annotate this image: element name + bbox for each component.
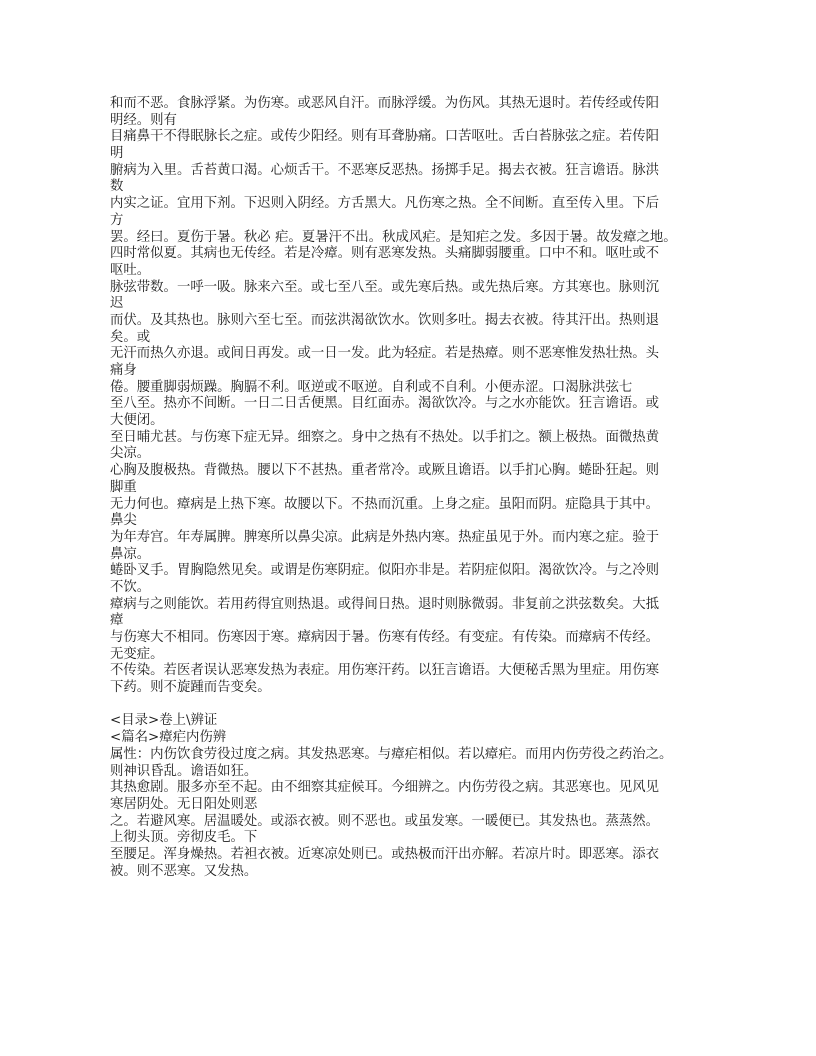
text-line: 迟 bbox=[110, 296, 124, 312]
text-line: 脚重 bbox=[110, 479, 137, 495]
text-line: 腑病为入里。舌苔黄口渴。心烦舌干。不恶寒反恶热。扬掷手足。揭去衣被。狂言谵语。脉洪 bbox=[110, 162, 660, 178]
text-line: 倦。腰重脚弱烦躁。胸膈不利。呕逆或不呕逆。自利或不自利。小便赤涩。口渴脉洪弦七 bbox=[110, 379, 633, 395]
body-text-section-1 bbox=[110, 96, 702, 697]
text-line: 尖凉。 bbox=[110, 446, 151, 462]
text-line: 之。若避风寒。居温暖处。或添衣被。则不恶也。或虽发寒。一暖便已。其发热也。蒸蒸然。 bbox=[110, 813, 660, 829]
text-line: 与伤寒大不相同。伤寒因于寒。瘴病因于暑。伤寒有传经。有变症。有传染。而瘴病不传经。 bbox=[110, 630, 660, 645]
text-line: 至日晡尤甚。与伤寒下症无异。细察之。身中之热有不热处。以手扪之。额上极热。面微热黄 bbox=[110, 429, 660, 445]
text-line: 不饮。 bbox=[110, 579, 151, 595]
text-line: 上彻头顶。旁彻皮毛。下 bbox=[110, 830, 258, 846]
text-line: 其热愈剧。服多亦至不起。由不细察其症候耳。今细辨之。内伤劳役之病。其恶寒也。见风见 bbox=[110, 780, 660, 796]
text-line: 瘴 bbox=[110, 613, 124, 629]
text-line: 鼻凉。 bbox=[110, 546, 151, 562]
text-line: 呕吐。 bbox=[110, 262, 151, 278]
text-line: 鼻尖 bbox=[110, 513, 137, 529]
document-page bbox=[110, 96, 702, 880]
text-line: 寒居阴处。无日阳处则恶 bbox=[110, 796, 258, 812]
text-line: 无汗而热久亦退。或间日再发。或一日一发。此为轻症。若是热瘴。则不恶寒惟发热壮热。头 bbox=[110, 346, 660, 362]
body-text-section-2 bbox=[110, 713, 702, 880]
text-line: 矣。或 bbox=[110, 329, 151, 345]
text-line: 数 bbox=[110, 179, 124, 195]
catalog-heading: <目录>卷上\辨证 bbox=[110, 713, 218, 729]
text-line: 心胸及腹极热。背微热。腰以下不甚热。重者常冷。或厥且谵语。以手扪心胸。蜷卧狂起。则 bbox=[110, 463, 660, 479]
text-line: 明 bbox=[110, 146, 124, 162]
text-line: 脉弦带数。一呼一吸。脉来六至。或七至八至。或先寒后热。或先热后寒。方其寒也。脉则沉 bbox=[110, 279, 660, 295]
blank-line bbox=[110, 697, 702, 714]
text-line: 明经。则有 bbox=[110, 112, 177, 128]
text-line: 下药。则不旋踵而告变矣。 bbox=[110, 680, 271, 696]
text-line: 属性：内伤饮食劳役过度之病。其发热恶寒。与瘴疟相似。若以瘴疟。而用内伤劳役之药治之。 bbox=[110, 746, 673, 762]
text-line: 目痛鼻干不得眠脉长之症。或传少阳经。则有耳聋胁痛。口苦呕吐。舌白苔脉弦之症。若传阳 bbox=[110, 129, 660, 145]
text-line: 至八至。热亦不间断。一日二日舌便黑。目红面赤。渴欲饮冷。与之水亦能饮。狂言谵语。或 bbox=[110, 396, 660, 412]
text-line: 至腰足。浑身燥热。若袒衣被。近寒凉处则已。或热极而汗出亦解。若凉片时。即恶寒。添衣 bbox=[110, 846, 660, 862]
text-line: 无变症。 bbox=[110, 646, 164, 662]
text-line: 痛身 bbox=[110, 363, 137, 378]
text-line: 被。则不恶寒。又发热。 bbox=[110, 863, 258, 879]
text-line: 罢。经曰。夏伤于暑。秋必 疟。夏暑汗不出。秋成风疟。是知疟之发。多因于暑。故发瘴之地。 bbox=[110, 229, 677, 245]
text-line: 方 bbox=[110, 212, 124, 228]
text-line: 四时常似夏。其病也无传经。若是冷瘴。则有恶寒发热。头痛脚弱腰重。口中不和。呕吐或不 bbox=[110, 246, 660, 262]
text-line: 而伏。及其热也。脉则六至七至。而弦洪渴欲饮水。饮则多吐。揭去衣被。待其汗出。热则退 bbox=[110, 312, 660, 328]
text-line: 不传染。若医者误认恶寒发热为表症。用伤寒汗药。以狂言谵语。大便秘舌黑为里症。用伤寒 bbox=[110, 663, 660, 679]
text-line: 无力何也。瘴病是上热下寒。故腰以下。不热而沉重。上身之症。虽阳而阴。症隐具于其中。 bbox=[110, 496, 660, 512]
text-line: 蜷卧叉手。胃胸隐然见矣。或谓是伤寒阴症。似阳亦非是。若阴症似阳。渴欲饮冷。与之冷则 bbox=[110, 563, 660, 579]
text-line: 内实之证。宜用下剂。下迟则入阴经。方舌黑大。凡伤寒之热。全不间断。直至传入里。下后 bbox=[110, 196, 660, 212]
text-line: 和而不恶。食脉浮紧。为伤寒。或恶风自汗。而脉浮缓。为伤风。其热无退时。若传经或传阳 bbox=[110, 96, 660, 111]
text-line: 为年寿宫。年寿属脾。脾寒所以鼻尖凉。此病是外热内寒。热症虽见于外。而内寒之症。验于 bbox=[110, 529, 660, 545]
chapter-title: <篇名>瘴疟内伤辨 bbox=[110, 730, 227, 746]
text-line: 大便闭。 bbox=[110, 413, 164, 429]
text-line: 则神识昏乱。谵语如狂。 bbox=[110, 763, 258, 779]
text-line: 瘴病与之则能饮。若用药得宜则热退。或得间日热。退时则脉微弱。非复前之洪弦数矣。大抵 bbox=[110, 596, 660, 612]
